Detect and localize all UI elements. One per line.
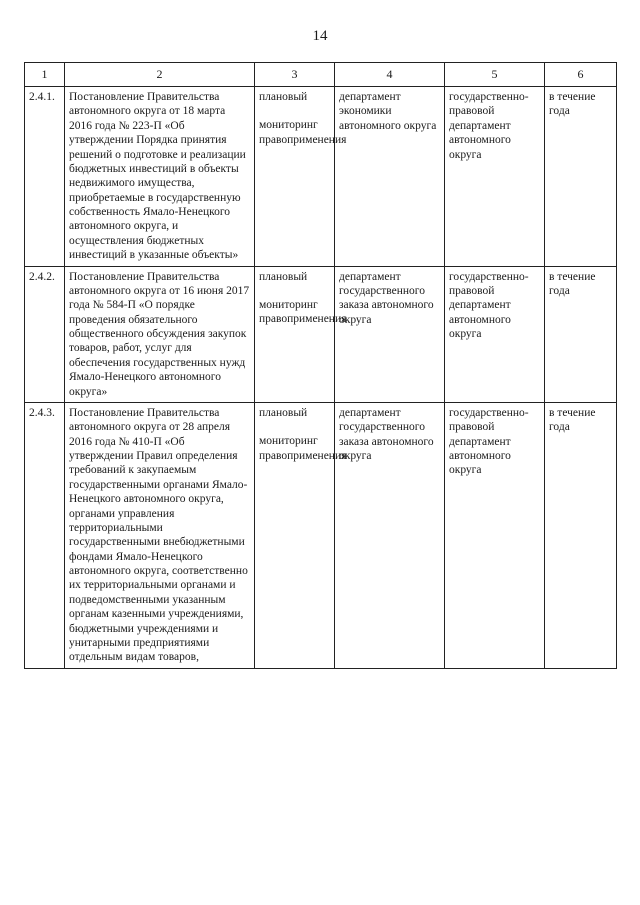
document-title: Постановление Правительства автономного округа от 18 марта 2016 года № 223-П «Об утверждении Порядка принятия решений о подготовке и реализации бюджетных инвестиций в объекты недвижимого имущества, приобретаемые в государственную собственность Ямало-Ненецкого автономного округа, и осуществления бюджетных инвестиций в указанные объекты»	[65, 87, 255, 267]
co-executor: государственно-правовой департамент автономного округа	[445, 87, 545, 267]
row-number: 2.4.3.	[25, 402, 65, 668]
header-col-5: 5	[445, 63, 545, 87]
execution-term: в течение года	[545, 87, 617, 267]
header-col-6: 6	[545, 63, 617, 87]
execution-term: в течение года	[545, 402, 617, 668]
responsible-department: департамент государственного заказа автономного округа	[335, 402, 445, 668]
header-col-2: 2	[65, 63, 255, 87]
responsible-department: департамент государственного заказа автономного округа	[335, 266, 445, 402]
responsible-department: департамент экономики автономного округа	[335, 87, 445, 267]
row-number: 2.4.2.	[25, 266, 65, 402]
table-row	[25, 402, 617, 668]
type-monitoring: мониторинг правоприменения	[259, 435, 347, 462]
document-title: Постановление Правительства автономного округа от 16 июня 2017 года № 584-П «О порядке проведения обязательного общественного обсуждения закупок товаров, работ, услуг для обеспечения государственных нужд Ямало-Ненецкого автономного округа»	[65, 266, 255, 402]
co-executor: государственно-правовой департамент автономного округа	[445, 402, 545, 668]
table-row	[25, 266, 617, 402]
execution-term: в течение года	[545, 266, 617, 402]
type-monitoring: мониторинг правоприменения	[259, 119, 347, 146]
table-row	[25, 87, 617, 267]
header-col-1: 1	[25, 63, 65, 87]
type-planned: плановый	[259, 270, 308, 283]
type-monitoring: мониторинг правоприменения	[259, 298, 347, 326]
header-col-3: 3	[255, 63, 335, 87]
document-title: Постановление Правительства автономного округа от 28 апреля 2016 года № 410-П «Об утверждении Правил определения требований к закупаемым государственными органами Ямало-Ненецкого автономного округа, органами управления территориальными государственными внебюджетными фондами Ямало-Ненецкого автономного округа, соответственно их территориальными органами и подведомственными указанным органам казенными учреждениями, бюджетными учреждениями и унитарными предприятиями отдельным видам товаров,	[65, 402, 255, 668]
co-executor: государственно-правовой департамент автономного округа	[445, 266, 545, 402]
row-number: 2.4.1.	[25, 87, 65, 267]
table-header-row	[25, 63, 617, 87]
monitoring-type	[255, 266, 347, 402]
monitoring-type	[255, 87, 347, 267]
legal-acts-table	[24, 62, 617, 669]
type-planned: плановый	[259, 91, 308, 103]
type-planned: плановый	[259, 406, 308, 419]
monitoring-type	[255, 402, 347, 668]
page-number: 14	[312, 28, 328, 44]
header-col-4: 4	[335, 63, 445, 87]
